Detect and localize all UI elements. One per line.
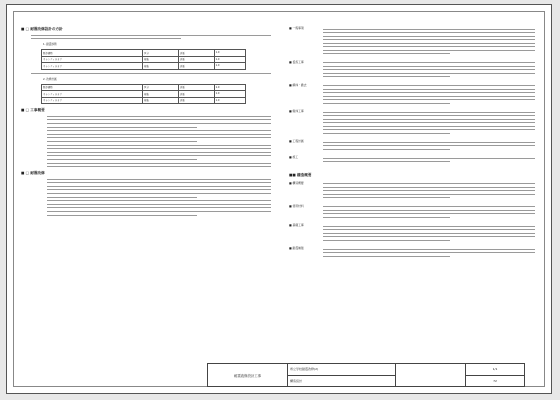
text-line <box>31 73 271 74</box>
text-line <box>47 182 271 183</box>
cell: 評価 <box>178 97 214 104</box>
section-label: ■ 躯体工事 <box>289 109 304 113</box>
section-label: ■ 解体・撤去 <box>289 82 307 87</box>
text-line <box>47 116 271 117</box>
sheet-number: 72 <box>493 378 497 383</box>
project-name: 県立学校耐震改修(2) <box>288 364 395 376</box>
text-line <box>47 189 271 190</box>
cell: 評価 <box>178 56 214 63</box>
cell: 1.0 <box>214 50 245 57</box>
text-line <box>47 166 271 167</box>
cell: 区分 <box>142 50 178 57</box>
cell: 1.0 <box>214 97 245 104</box>
spec-block <box>289 155 535 165</box>
cell: キャンティスラブ <box>42 56 143 63</box>
structure-heading: ■■ 構造概要 <box>289 173 535 178</box>
spec-block <box>289 223 535 243</box>
cell: 既存建物 <box>42 84 143 91</box>
left-heading: ■ □ 耐震改修設計の方針 <box>21 27 271 32</box>
cell: キャンティスラブ <box>42 91 143 98</box>
cell: 1.0 <box>214 56 245 63</box>
left-section-1: ■ □ 工事概要 <box>21 108 271 113</box>
cell: 評価 <box>178 91 214 98</box>
table-row <box>42 97 246 104</box>
text-line <box>47 197 197 198</box>
cell: 補強 <box>142 91 178 98</box>
spec-block <box>289 26 535 57</box>
spec-block <box>289 83 535 107</box>
text-line <box>47 127 197 128</box>
text-line <box>47 193 271 194</box>
table-2 <box>41 84 246 105</box>
scale: 1/1 <box>466 364 524 376</box>
cell: 1.0 <box>214 91 245 98</box>
text-line <box>47 211 271 212</box>
text-line <box>47 119 271 120</box>
cell: 評価 <box>178 63 214 70</box>
spec-block <box>289 204 535 221</box>
cell: 1.0 <box>214 84 245 91</box>
cell: 補強 <box>142 56 178 63</box>
spec-block <box>289 181 535 201</box>
cell: 補強 <box>142 63 178 70</box>
text-line <box>47 204 271 205</box>
text-line <box>47 163 271 164</box>
drawing-title: 耐震改修設計工事 <box>208 364 288 386</box>
section-label: ■ 施工 <box>289 155 299 159</box>
text-line <box>47 137 271 138</box>
text-line <box>47 207 271 208</box>
table-row <box>42 63 246 70</box>
text-line <box>47 200 271 201</box>
title-block-blank <box>396 364 466 386</box>
left-column <box>21 23 271 218</box>
right-column <box>289 23 535 259</box>
cell: 区分 <box>142 84 178 91</box>
text-line <box>47 123 271 124</box>
cell: 評価 <box>178 84 214 91</box>
cell: 既存建物 <box>42 50 143 57</box>
title-block <box>207 363 525 387</box>
spec-block <box>289 109 535 136</box>
section-label: ■ 構造概要 <box>289 180 304 185</box>
table-1 <box>41 49 246 70</box>
spec-block <box>289 246 535 259</box>
spec-block <box>289 60 535 80</box>
table1-caption: 1. 耐震診断 <box>43 43 57 47</box>
text-line <box>47 141 197 142</box>
text-line <box>47 215 197 216</box>
left-section-2: ■ □ 耐震改修 <box>21 171 271 176</box>
section-label: ■ 使用材料 <box>289 203 304 208</box>
text-line <box>31 38 181 39</box>
text-line <box>47 179 271 180</box>
text-line <box>47 159 197 160</box>
section-label: ■ 工程計画 <box>289 139 304 143</box>
section-label: ■ 耐震補強 <box>289 246 304 250</box>
text-line <box>47 155 271 156</box>
sheet-number-box <box>466 364 524 386</box>
cell: 1.0 <box>214 63 245 70</box>
cell: 補強 <box>142 97 178 104</box>
text-line <box>47 130 271 131</box>
drawing-sheet <box>6 4 552 394</box>
text-line <box>47 152 271 153</box>
cell: キャンティスラブ <box>42 97 143 104</box>
project-info <box>288 364 396 386</box>
text-line <box>31 35 271 36</box>
text-line <box>47 134 271 135</box>
text-line <box>47 186 271 187</box>
spec-block <box>289 139 535 152</box>
table2-caption: 2. 改修計画 <box>43 77 57 81</box>
sheet-name: 構造設計 <box>290 378 303 383</box>
section-label: ■ 一般事項 <box>289 26 304 30</box>
text-line <box>47 145 271 146</box>
section-label: ■ 仮設工事 <box>289 59 304 64</box>
cell: 評価 <box>178 50 214 57</box>
text-line <box>47 148 271 149</box>
section-label: ■ 基礎工事 <box>289 223 304 227</box>
cell: キャンティスラブ <box>42 63 143 70</box>
